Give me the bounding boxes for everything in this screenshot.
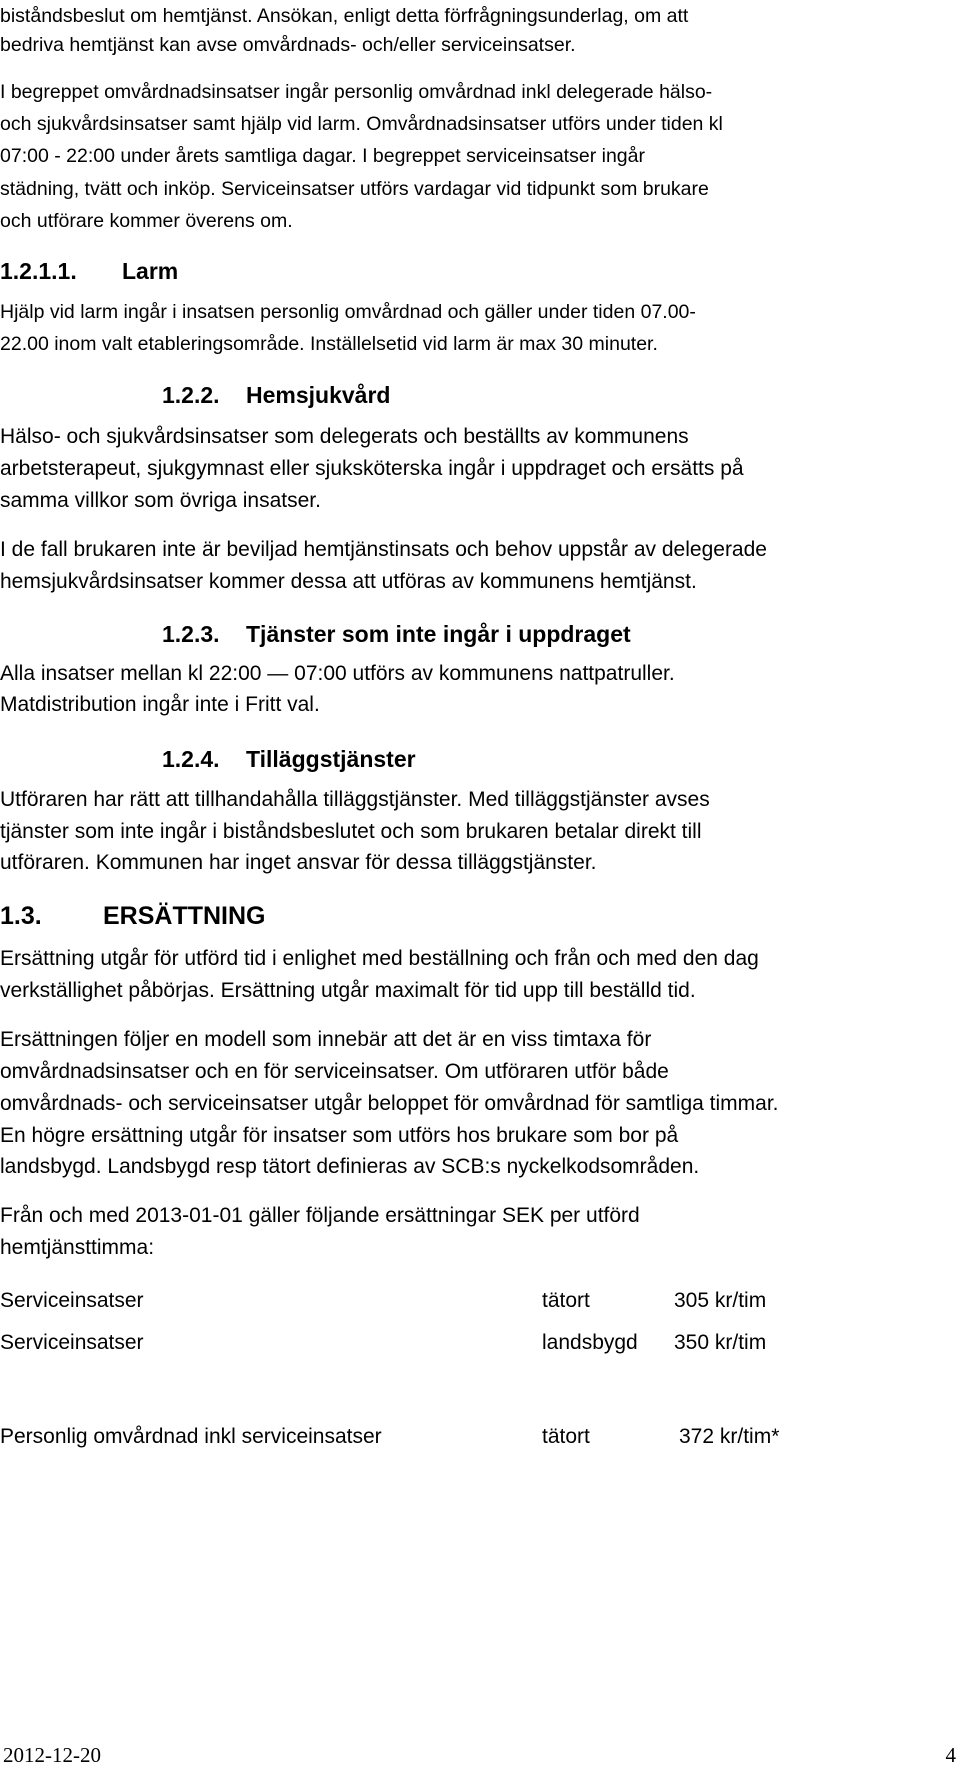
rate-service: Serviceinsatser	[0, 1289, 144, 1312]
text-line: Hälso- och sjukvårdsinsatser som delegerats och beställts av kommunens	[0, 425, 689, 448]
text-line: tjänster som inte ingår i biståndsbeslutet och som brukaren betalar direkt till	[0, 820, 702, 843]
text-line: samma villkor som övriga insatser.	[0, 489, 321, 512]
section-number: 1.2.4.	[162, 746, 220, 772]
rate-area: tätort	[542, 1289, 590, 1312]
section-heading-larm	[0, 257, 178, 285]
text-line: städning, tvätt och inköp. Serviceinsatser utförs vardagar vid tidpunkt som brukare	[0, 178, 709, 200]
text-line: omvårdnadsinsatser och en för serviceinsatser. Om utföraren utför både	[0, 1060, 669, 1083]
text-line: biståndsbeslut om hemtjänst. Ansökan, enligt detta förfrågningsunderlag, om att	[0, 5, 689, 27]
section-title: Larm	[122, 258, 179, 284]
text-line: Hjälp vid larm ingår i insatsen personlig omvårdnad och gäller under tiden 07.00-	[0, 301, 696, 323]
rate-price: 350 kr/tim	[674, 1331, 767, 1354]
section-number: 1.2.3.	[162, 621, 220, 647]
section-title: ERSÄTTNING	[103, 902, 266, 930]
rate-price: 372 kr/tim*	[679, 1425, 780, 1448]
text-line: omvårdnads- och serviceinsatser utgår beloppet för omvårdnad för samtliga timmar.	[0, 1092, 779, 1115]
text-line: Alla insatser mellan kl 22:00 — 07:00 utförs av kommunens nattpatruller.	[0, 662, 675, 685]
section-number: 1.2.1.1.	[0, 258, 77, 284]
text-line: I de fall brukaren inte är beviljad hemtjänstinsats och behov uppstår av delegerade	[0, 538, 767, 561]
text-line: landsbygd. Landsbygd resp tätort definieras av SCB:s nyckelkodsområden.	[0, 1155, 700, 1178]
text-line: En högre ersättning utgår för insatser som utförs hos brukare som bor på	[0, 1124, 679, 1147]
text-line: arbetsterapeut, sjukgymnast eller sjuksköterska ingår i uppdraget och ersätts på	[0, 457, 744, 480]
text-line: 22.00 inom valt etableringsområde. Inställelsetid vid larm är max 30 minuter.	[0, 333, 658, 355]
text-line: bedriva hemtjänst kan avse omvårdnads- och/eller serviceinsatser.	[0, 34, 576, 56]
text-line: hemtjänsttimma:	[0, 1236, 155, 1259]
text-line: Matdistribution ingår inte i Fritt val.	[0, 693, 320, 716]
section-number: 1.2.2.	[162, 382, 220, 408]
section-title: Tilläggstjänster	[246, 746, 416, 772]
page-number: 4	[945, 1743, 956, 1767]
rate-service: Personlig omvårdnad inkl serviceinsatser	[0, 1425, 382, 1448]
text-line: Ersättningen följer en modell som innebär att det är en viss timtaxa för	[0, 1028, 652, 1051]
text-line: Ersättning utgår för utförd tid i enlighet med beställning och från och med den dag	[0, 947, 759, 970]
rate-area: landsbygd	[542, 1331, 638, 1354]
footer-date: 2012-12-20	[3, 1743, 101, 1767]
section-heading-tjanster	[162, 620, 631, 648]
section-title: Hemsjukvård	[246, 382, 391, 408]
text-line: 07:00 - 22:00 under årets samtliga dagar. I begreppet serviceinsatser ingår	[0, 145, 645, 167]
text-line: verkställighet påbörjas. Ersättning utgår maximalt för tid upp till beställd tid.	[0, 979, 696, 1002]
text-line: Utföraren har rätt att tillhandahålla tilläggstjänster. Med tilläggstjänster avses	[0, 788, 710, 811]
rate-service: Serviceinsatser	[0, 1331, 144, 1354]
text-line: och sjukvårdsinsatser samt hjälp vid larm. Omvårdnadsinsatser utförs under tiden kl	[0, 113, 723, 135]
section-title: Tjänster som inte ingår i uppdraget	[246, 621, 631, 647]
text-line: Från och med 2013-01-01 gäller följande ersättningar SEK per utförd	[0, 1204, 640, 1227]
text-line: hemsjukvårdsinsatser kommer dessa att utföras av kommunens hemtjänst.	[0, 570, 697, 593]
rate-area: tätort	[542, 1425, 590, 1448]
section-heading-hemsjukvard	[162, 381, 390, 409]
section-heading-tillagg	[162, 745, 416, 773]
text-line: och utförare kommer överens om.	[0, 210, 293, 232]
text-line: I begreppet omvårdnadsinsatser ingår personlig omvårdnad inkl delegerade hälso-	[0, 81, 713, 103]
rate-price: 305 kr/tim	[674, 1289, 767, 1312]
text-line: utföraren. Kommunen har inget ansvar för dessa tilläggstjänster.	[0, 851, 597, 874]
section-heading-ersattning	[0, 902, 266, 930]
section-number: 1.3.	[0, 902, 42, 930]
